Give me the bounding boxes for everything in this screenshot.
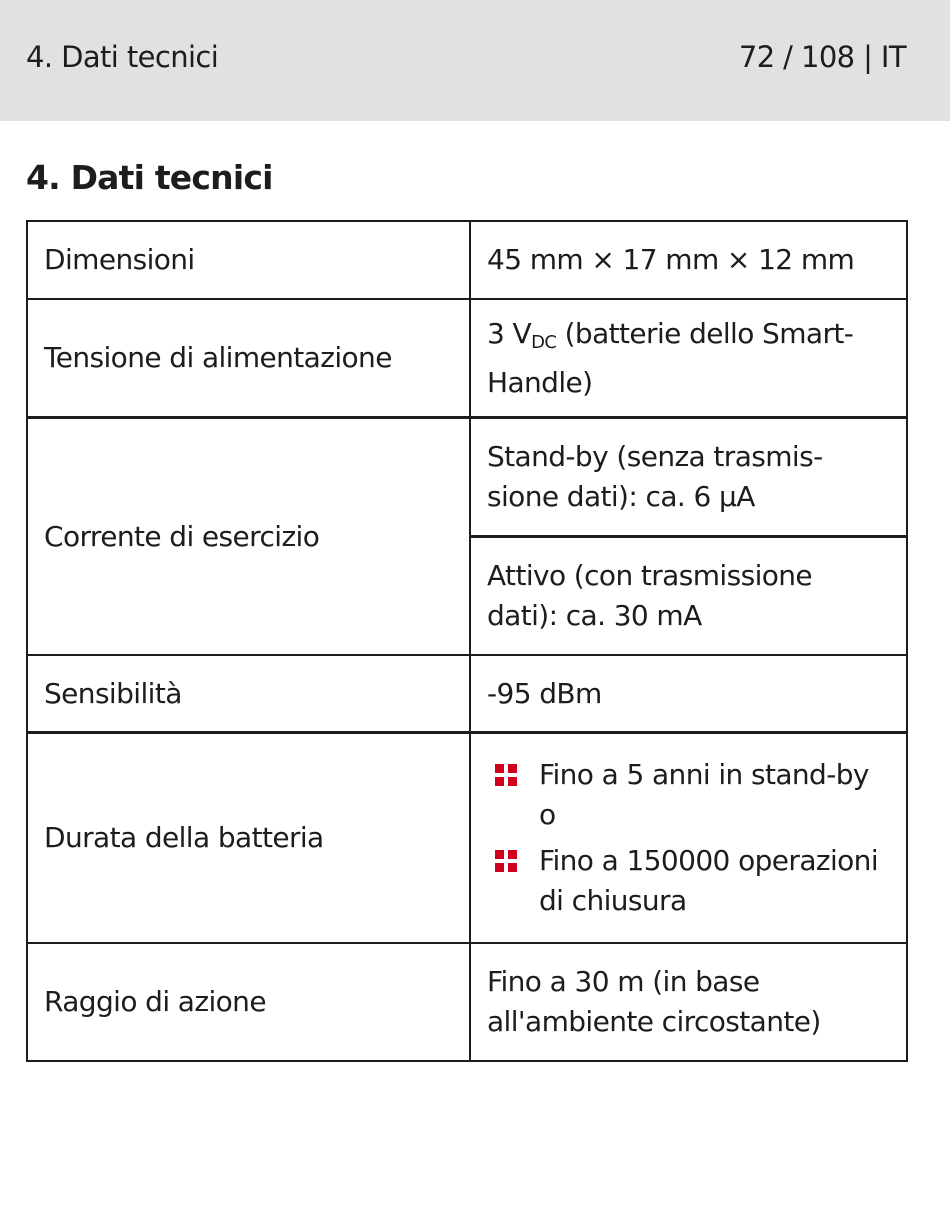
dimensions-label: Dimensioni [27, 221, 470, 299]
voltage-value [470, 299, 907, 418]
current-standby-value: Stand-by (senza trasmis-sione dati): ca. 6 μA [470, 418, 907, 537]
red-square-grid-icon [495, 764, 517, 786]
voltage-unit-subscript: DC [531, 331, 557, 353]
table-row-voltage [27, 299, 907, 418]
table-row-sensitivity [27, 655, 907, 733]
voltage-label: Tensione di alimentazione [27, 299, 470, 418]
dimensions-value: 45 mm × 17 mm × 12 mm [470, 221, 907, 299]
current-label: Corrente di esercizio [27, 418, 470, 656]
red-square-grid-icon [495, 850, 517, 872]
range-value: Fino a 30 m (in base all'ambiente circostante) [470, 943, 907, 1061]
battery-list-item [487, 841, 890, 921]
battery-label: Durata della batteria [27, 733, 470, 944]
table-row-dimensions [27, 221, 907, 299]
range-label: Raggio di azione [27, 943, 470, 1061]
section-title: 4. Dati tecnici [26, 158, 273, 197]
sensitivity-value: -95 dBm [470, 655, 907, 733]
current-active-value: Attivo (con trasmissione dati): ca. 30 mA [470, 537, 907, 656]
technical-data-table [26, 220, 908, 1062]
battery-item-text: Fino a 150000 operazioni di chiusura [539, 844, 879, 917]
battery-list-item [487, 755, 890, 835]
voltage-value-main: 3 V [487, 316, 532, 350]
sensitivity-label: Sensibilità [27, 655, 470, 733]
battery-value [470, 733, 907, 944]
page-header [0, 0, 950, 121]
voltage-value-rest: (batterie dello Smart-Handle) [487, 316, 854, 399]
table-row-range [27, 943, 907, 1061]
table-row-battery [27, 733, 907, 944]
chapter-title: 4. Dati tecnici [26, 40, 219, 74]
battery-item-text: Fino a 5 anni in stand-by o [539, 758, 869, 831]
table-row-current-standby [27, 418, 907, 537]
page-number: 72 / 108 | IT [738, 40, 906, 74]
